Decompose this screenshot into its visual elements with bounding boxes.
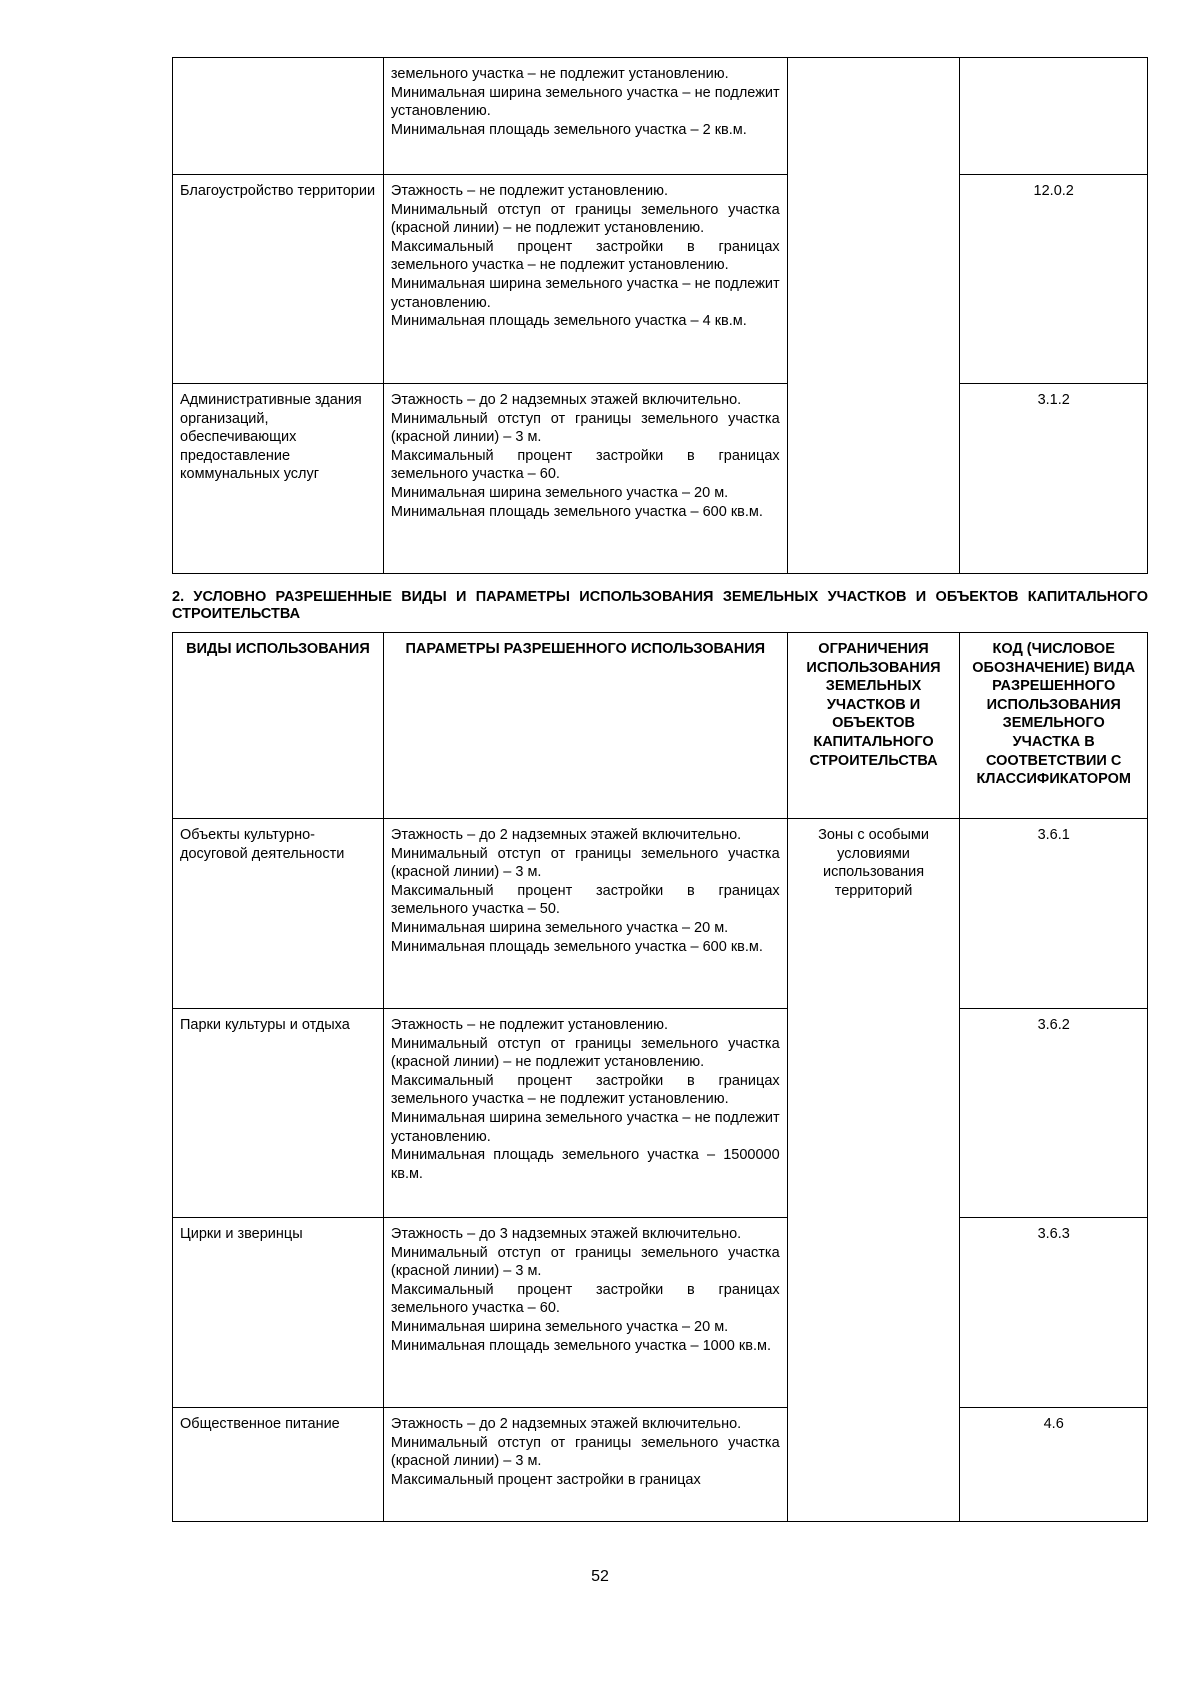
params-cell	[383, 175, 787, 384]
param-line: Максимальный процент застройки в границах земельного участка – не подлежит установлению.	[390, 1072, 780, 1108]
param-line: Минимальный отступ от границы земельного участка (красной линии) – 3 м.	[390, 1244, 780, 1280]
params-cell	[383, 384, 787, 574]
params-cell	[383, 58, 787, 175]
param-line: Минимальная ширина земельного участка – не подлежит установлению.	[390, 1109, 780, 1145]
restrictions-cell	[787, 58, 960, 574]
section-heading: 2. УСЛОВНО РАЗРЕШЕННЫЕ ВИДЫ И ПАРАМЕТРЫ ИСПОЛЬЗОВАНИЯ ЗЕМЕЛЬНЫХ УЧАСТКОВ И ОБЪЕКТОВ КАПИТАЛЬНОГО СТРОИТЕЛЬСТВА	[172, 589, 1148, 622]
param-line: Минимальная ширина земельного участка – не подлежит установлению.	[390, 275, 780, 311]
use-cell	[173, 58, 384, 175]
header-use: ВИДЫ ИСПОЛЬЗОВАНИЯ	[173, 633, 384, 819]
param-line: Этажность – до 2 надземных этажей включительно.	[390, 392, 742, 408]
param-line: Минимальный отступ от границы земельного участка (красной линии) – не подлежит установлению.	[390, 1035, 780, 1071]
code-cell: 3.6.3	[960, 1218, 1148, 1408]
param-line: Этажность – до 3 надземных этажей включительно.	[390, 1226, 742, 1242]
header-restrictions: ОГРАНИЧЕНИЯ ИСПОЛЬЗОВАНИЯ ЗЕМЕЛЬНЫХ УЧАСТКОВ И ОБЪЕКТОВ КАПИТАЛЬНОГО СТРОИТЕЛЬСТВА	[787, 633, 960, 819]
param-line: Максимальный процент застройки в границах	[390, 1471, 701, 1488]
param-line: Этажность – не подлежит установлению.	[390, 183, 669, 199]
use-cell: Объекты культурно-досуговой деятельности	[173, 819, 384, 1009]
params-cell	[383, 1408, 787, 1522]
param-line: Этажность – до 2 надземных этажей включительно.	[390, 1416, 742, 1432]
params-cell	[383, 1218, 787, 1408]
use-cell: Цирки и зверинцы	[173, 1218, 384, 1408]
param-line: Минимальная ширина земельного участка – 20 м.	[390, 919, 729, 936]
table-row	[173, 1009, 1148, 1218]
param-line: земельного участка – не подлежит установлению.	[390, 66, 729, 82]
param-line: Максимальный процент застройки в границах земельного участка – 60.	[390, 1281, 780, 1317]
use-cell: Административные здания организаций, обеспечивающих предоставление коммунальных услуг	[173, 384, 384, 574]
param-line: Максимальный процент застройки в границах земельного участка – 50.	[390, 882, 780, 918]
param-line: Минимальная площадь земельного участка – 600 кв.м.	[390, 938, 763, 955]
code-cell: 4.6	[960, 1408, 1148, 1522]
use-cell: Общественное питание	[173, 1408, 384, 1522]
use-cell: Парки культуры и отдыха	[173, 1009, 384, 1218]
param-line: Минимальная ширина земельного участка – не подлежит установлению.	[390, 84, 780, 120]
param-line: Минимальная площадь земельного участка – 600 кв.м.	[390, 503, 763, 520]
param-line: Минимальная площадь земельного участка – 1500000 кв.м.	[390, 1147, 780, 1182]
table-row	[173, 819, 1148, 1009]
code-cell: 12.0.2	[960, 175, 1148, 384]
param-line: Минимальный отступ от границы земельного участка (красной линии) – 3 м.	[390, 1434, 780, 1470]
params-cell	[383, 1009, 787, 1218]
table-row	[173, 1218, 1148, 1408]
param-line: Максимальный процент застройки в границах земельного участка – 60.	[390, 447, 780, 483]
param-line: Минимальный отступ от границы земельного участка (красной линии) – 3 м.	[390, 845, 780, 881]
param-line: Минимальный отступ от границы земельного участка (красной линии) – не подлежит установлению.	[390, 201, 780, 237]
param-line: Минимальная ширина земельного участка – 20 м.	[390, 1318, 729, 1335]
table-row	[173, 384, 1148, 574]
param-line: Минимальный отступ от границы земельного участка (красной линии) – 3 м.	[390, 410, 780, 446]
params-cell	[383, 819, 787, 1009]
param-line: Минимальная площадь земельного участка – 4 кв.м.	[390, 313, 747, 330]
table-row	[173, 58, 1148, 175]
param-line: Минимальная площадь земельного участка – 2 кв.м.	[390, 121, 747, 138]
param-line: Этажность – до 2 надземных этажей включительно.	[390, 827, 742, 843]
header-code: КОД (ЧИСЛОВОЕ ОБОЗНАЧЕНИЕ) ВИДА РАЗРЕШЕННОГО ИСПОЛЬЗОВАНИЯ ЗЕМЕЛЬНОГО УЧАСТКА В СООТВЕТСТВИИ С КЛАССИФИКАТОРОМ	[960, 633, 1148, 819]
restrictions-cell: Зоны с особыми условиями использования территорий	[787, 819, 960, 1522]
param-line: Минимальная ширина земельного участка – 20 м.	[390, 484, 729, 501]
param-line: Максимальный процент застройки в границах земельного участка – не подлежит установлению.	[390, 238, 780, 274]
table-row	[173, 1408, 1148, 1522]
header-params: ПАРАМЕТРЫ РАЗРЕШЕННОГО ИСПОЛЬЗОВАНИЯ	[383, 633, 787, 819]
table-row	[173, 175, 1148, 384]
param-line: Этажность – не подлежит установлению.	[390, 1017, 669, 1033]
table-header-row	[173, 633, 1148, 819]
code-cell: 3.6.2	[960, 1009, 1148, 1218]
code-cell	[960, 58, 1148, 175]
param-line: Минимальная площадь земельного участка – 1000 кв.м.	[390, 1337, 771, 1354]
page-number: 52	[591, 1568, 609, 1585]
permitted-uses-table-continued	[172, 57, 1148, 574]
code-cell: 3.6.1	[960, 819, 1148, 1009]
code-cell: 3.1.2	[960, 384, 1148, 574]
use-cell: Благоустройство территории	[173, 175, 384, 384]
conditional-uses-table	[172, 632, 1148, 1522]
